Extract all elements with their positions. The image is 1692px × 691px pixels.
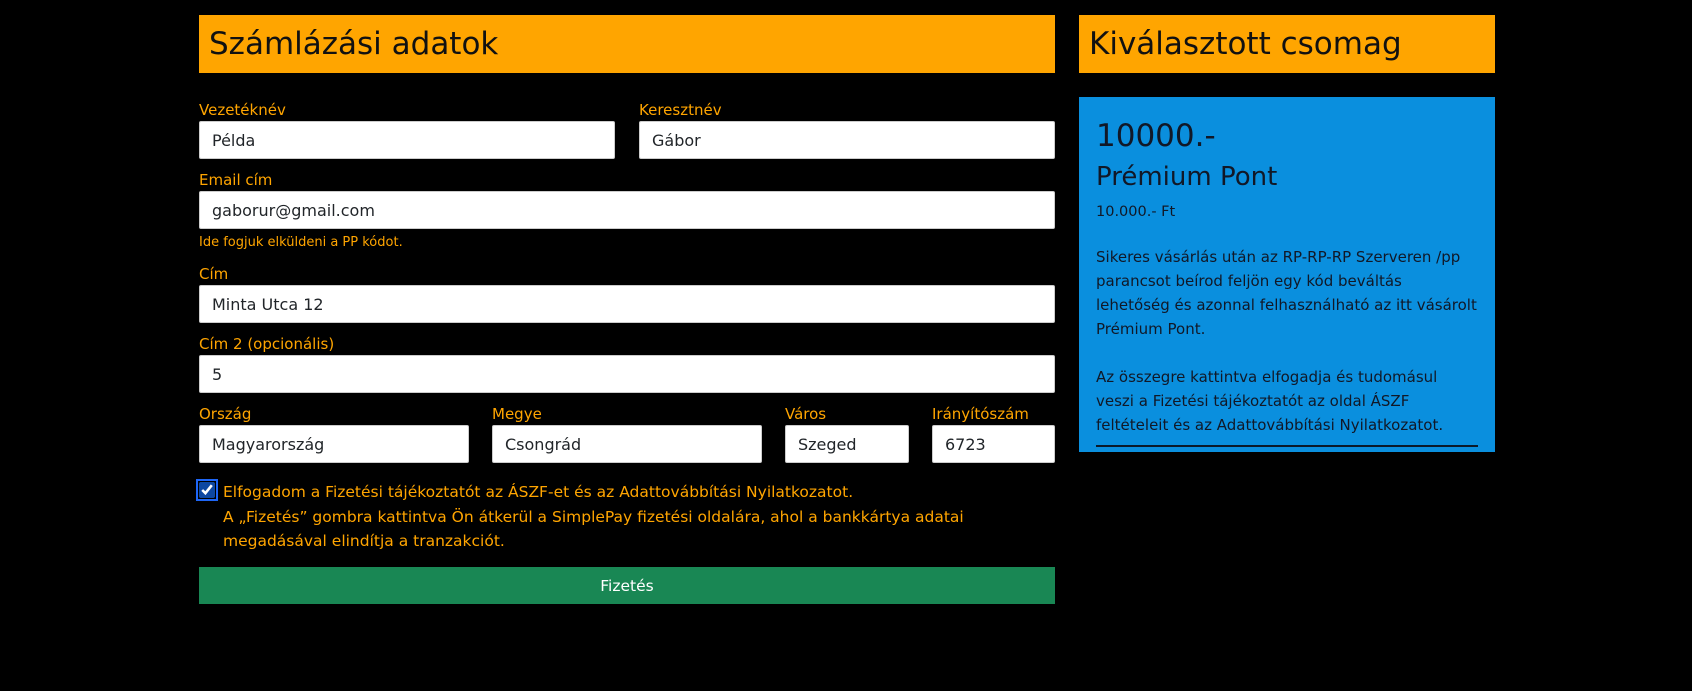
first-name-input[interactable]	[639, 121, 1055, 159]
first-name-label: Keresztnév	[639, 101, 722, 119]
package-price-sub: 10.000.- Ft	[1096, 204, 1176, 220]
consent-checkbox-wrap	[199, 482, 217, 500]
package-description: Sikeres vásárlás után az RP-RP-RP Szerveren /pp parancsot beírod feljön egy kód beváltás lehetőség és azonnal felhasználható az itt vásárolt Prémium Pont.	[1096, 248, 1477, 338]
zip-label: Irányítószám	[932, 405, 1029, 423]
consent-line-1: Elfogadom a Fizetési tájékoztatót az ÁSZF-et és az Adattovábbítási Nyilatkozatot.	[223, 483, 854, 501]
country-input[interactable]	[199, 425, 469, 463]
address-input[interactable]	[199, 285, 1055, 323]
address2-input[interactable]	[199, 355, 1055, 393]
address2-label: Cím 2 (opcionális)	[199, 335, 335, 353]
consent-checkbox[interactable]	[199, 482, 215, 498]
pay-button[interactable]: Fizetés	[199, 567, 1055, 604]
country-label: Ország	[199, 405, 252, 423]
city-input[interactable]	[785, 425, 909, 463]
email-input[interactable]	[199, 191, 1055, 229]
address-label: Cím	[199, 265, 229, 283]
package-card	[1079, 97, 1495, 452]
city-label: Város	[785, 405, 827, 423]
zip-input[interactable]	[932, 425, 1055, 463]
county-label: Megye	[492, 405, 542, 423]
billing-title: Számlázási adatok	[199, 15, 1055, 73]
county-input[interactable]	[492, 425, 762, 463]
last-name-label: Vezetéknév	[199, 101, 286, 119]
email-hint: Ide fogjuk elküldeni a PP kódot.	[199, 235, 403, 250]
package-name: Prémium Pont	[1096, 162, 1278, 192]
consent-line-2: A „Fizetés” gombra kattintva Ön átkerül a SimplePay fizetési oldalára, ahol a bankkártya adatai megadásával elindítja a tranzakciót.	[223, 507, 964, 550]
package-price: 10000.-	[1096, 118, 1216, 154]
package-divider	[1096, 445, 1478, 447]
package-title: Kiválasztott csomag	[1079, 15, 1495, 73]
email-label: Email cím	[199, 171, 273, 189]
consent-text	[223, 480, 1058, 554]
last-name-input[interactable]	[199, 121, 615, 159]
package-terms: Az összegre kattintva elfogadja és tudomásul veszi a Fizetési tájékoztatót az oldal ÁSZF feltételeit és az Adattovábbítási Nyilatkozatot.	[1096, 368, 1444, 434]
